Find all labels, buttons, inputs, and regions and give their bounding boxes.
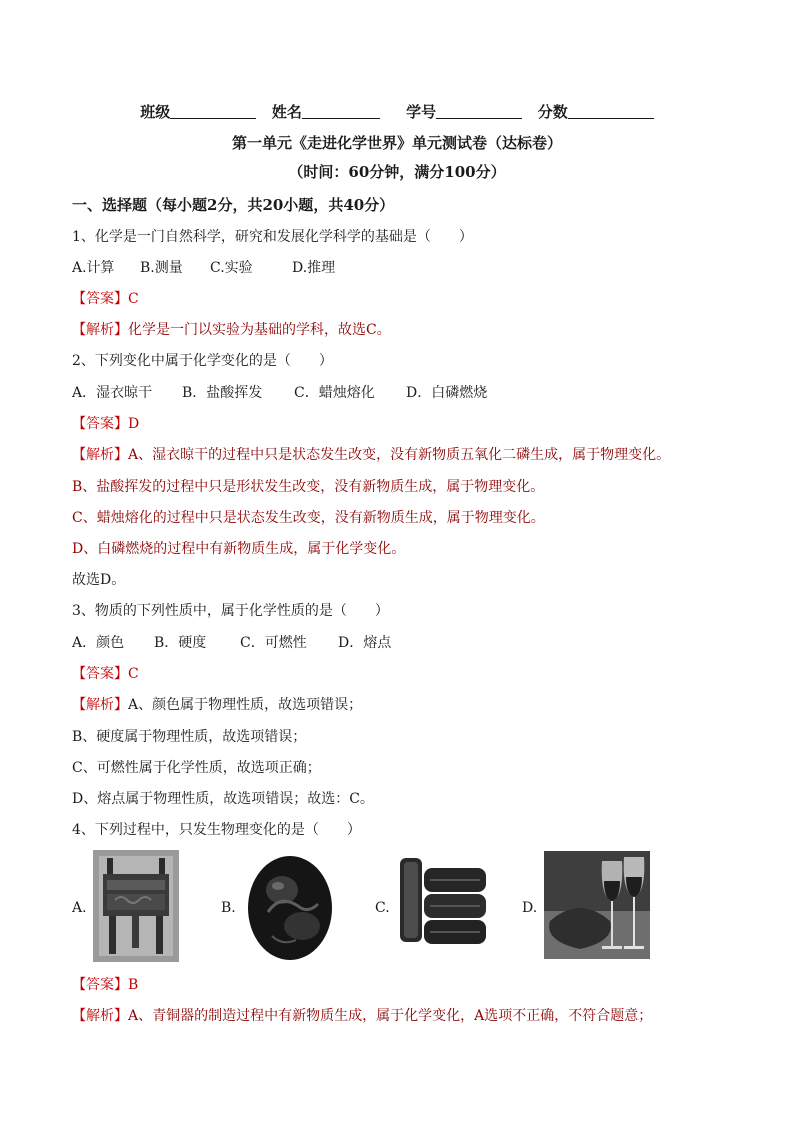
q1-option-d: D.推理 — [292, 260, 336, 276]
q2-answer-value: D — [128, 416, 140, 432]
q4-analysis — [72, 1007, 652, 1025]
q1-option-c: C.实验 — [210, 260, 253, 276]
q2-stem: 2、下列变化中属于化学变化的是（ ） — [72, 353, 333, 369]
q3-option-c: C．可燃性 — [240, 635, 307, 651]
q2-analysis-line-2: B、盐酸挥发的过程中只是形状发生改变，没有新物质生成，属于物理变化。 — [72, 479, 545, 495]
q3-analysis-tag: 【解析】 — [72, 697, 128, 713]
q2-option-b: B．盐酸挥发 — [182, 385, 263, 401]
q2-option-a: A．湿衣晾干 — [72, 385, 153, 401]
q3-answer-value: C — [128, 666, 139, 682]
q2-option-c: C．蜡烛熔化 — [294, 385, 375, 401]
section-heading: 一、选择题（每小题2分，共20小题，共40分） — [72, 196, 395, 214]
q3-option-b: B．硬度 — [154, 635, 207, 651]
q4-option-c-label: C. — [375, 900, 390, 916]
q2-options — [72, 384, 487, 402]
q4-analysis-tag: 【解析】 — [72, 1008, 128, 1024]
id-label: 学号 — [406, 103, 437, 121]
q1-answer-value: C — [128, 291, 139, 307]
q4-image-options — [72, 848, 672, 966]
q2-analysis-line-4: D、白磷燃烧的过程中有新物质生成，属于化学变化。 — [72, 541, 406, 557]
q3-stem: 3、物质的下列性质中，属于化学性质的是（ ） — [72, 603, 389, 619]
q3-analysis-line-1 — [72, 696, 362, 714]
exam-title: 第一单元《走进化学世界》单元测试卷（达标卷） — [231, 134, 562, 152]
q3-analysis-line-2: B、硬度属于物理性质，故选项错误； — [72, 729, 307, 745]
q2-answer — [72, 415, 139, 433]
carved-stone-image — [242, 848, 338, 966]
q1-analysis-text: 化学是一门以实验为基础的学科，故选C。 — [128, 322, 391, 338]
q4-option-d-label: D. — [522, 900, 538, 916]
q1-option-b: B.测量 — [140, 260, 183, 276]
class-label: 班级 — [140, 103, 171, 121]
q2-option-d: D．白磷燃烧 — [406, 385, 488, 401]
name-label: 姓名 — [271, 103, 302, 121]
q1-answer — [72, 290, 139, 308]
q1-analysis — [72, 321, 391, 339]
q3-options — [72, 634, 391, 652]
q3-answer — [72, 665, 139, 683]
q4-answer-value: B — [128, 977, 139, 993]
wine-glasses-image — [544, 851, 650, 959]
q2-analysis-tag: 【解析】 — [72, 447, 128, 463]
q2-analysis-text-1: A、湿衣晾干的过程中只是状态发生改变，没有新物质五氧化二磷生成，属于物理变化。 — [128, 447, 671, 463]
q4-stem: 4、下列过程中，只发生物理变化的是（ ） — [72, 822, 361, 838]
q2-analysis-line-1 — [72, 446, 670, 464]
q1-option-a: A.计算 — [72, 260, 115, 276]
q1-stem: 1、化学是一门自然科学，研究和发展化学科学的基础是（ ） — [72, 229, 473, 245]
q3-option-d: D．熔点 — [338, 635, 392, 651]
q3-analysis-line-3: C、可燃性属于化学性质，故选项正确； — [72, 760, 321, 776]
exam-subtitle: （时间：60分钟，满分100分） — [288, 163, 506, 181]
bronze-ding-image — [93, 850, 179, 962]
q4-answer-tag: 【答案】 — [72, 977, 128, 993]
score-blank — [568, 104, 654, 119]
q3-analysis-text-1: A、颜色属于物理性质，故选项错误； — [128, 697, 363, 713]
q4-answer — [72, 976, 138, 994]
tires-image — [398, 852, 488, 946]
class-blank — [170, 104, 256, 119]
q4-analysis-text: A、青铜器的制造过程中有新物质生成，属于化学变化，A选项不正确，不符合题意； — [128, 1008, 653, 1024]
q2-analysis-line-3: C、蜡烛熔化的过程中只是状态发生改变，没有新物质生成，属于物理变化。 — [72, 510, 545, 526]
q4-option-b-label: B. — [221, 900, 236, 916]
q3-answer-tag: 【答案】 — [72, 666, 128, 682]
id-blank — [436, 104, 522, 119]
q1-analysis-tag: 【解析】 — [72, 322, 128, 338]
q3-option-a: A．颜色 — [72, 635, 125, 651]
q2-analysis-line-5: 故选D。 — [72, 572, 126, 588]
score-label: 分数 — [537, 103, 568, 121]
q4-option-a-label: A. — [72, 900, 87, 916]
q3-analysis-line-4: D、熔点属于物理性质，故选项错误；故选：C。 — [72, 791, 374, 807]
q2-answer-tag: 【答案】 — [72, 416, 128, 432]
student-info-line — [0, 103, 794, 121]
name-blank — [302, 104, 380, 119]
q1-answer-tag: 【答案】 — [72, 291, 128, 307]
q1-options — [72, 259, 335, 277]
